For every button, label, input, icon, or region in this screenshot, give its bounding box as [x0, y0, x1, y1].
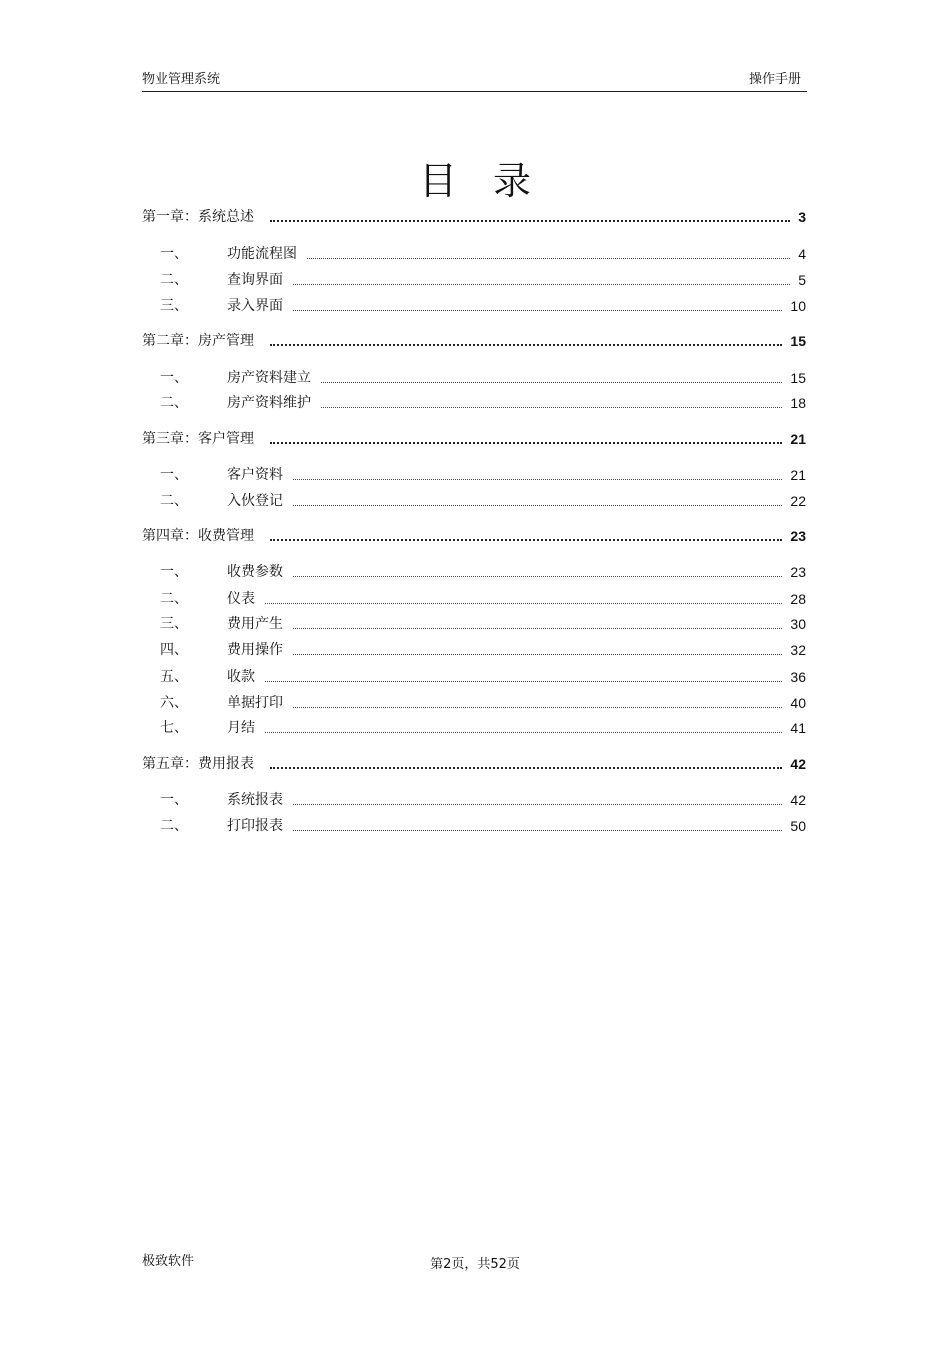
toc-entry-label: 查询界面 [227, 272, 283, 288]
toc-entry-label: 客户资料 [227, 467, 283, 483]
toc-dot-leader [293, 627, 782, 629]
toc-entry-page: 22 [790, 493, 806, 509]
toc-entry-page: 21 [790, 467, 806, 483]
header-doc-type: 操作手册 [748, 72, 801, 87]
toc-dot-leader [293, 706, 782, 708]
toc-dot-leader [293, 478, 782, 480]
toc-section-entry[interactable] [142, 614, 806, 634]
toc-entry-page: 23 [790, 528, 806, 544]
toc-chapter-entry[interactable] [142, 429, 806, 449]
toc-section-entry[interactable] [142, 465, 806, 485]
toc-entry-number: 第一章： [142, 209, 198, 225]
toc-entry-label: 打印报表 [227, 818, 283, 834]
toc-entry-page: 21 [790, 431, 806, 447]
toc-entry-page: 32 [790, 642, 806, 658]
toc-entry-label: 月结 [227, 720, 255, 736]
toc-entry-page: 23 [790, 564, 806, 580]
toc-entry-page: 3 [798, 209, 806, 225]
toc-entry-number: 一、 [160, 246, 188, 262]
toc-entry-label: 费用操作 [227, 642, 283, 658]
toc-entry-page: 15 [790, 333, 806, 349]
toc-dot-leader [293, 829, 782, 831]
toc-section-entry[interactable] [142, 790, 806, 810]
toc-section-entry[interactable] [142, 693, 806, 713]
toc-entry-number: 三、 [160, 616, 188, 632]
toc-dot-leader [321, 406, 782, 408]
toc-chapter-entry[interactable] [142, 207, 806, 227]
toc-dot-leader [321, 381, 782, 383]
toc-entry-number: 四、 [160, 642, 188, 658]
toc-entry-page: 15 [790, 370, 806, 386]
footer-company: 极致软件 [142, 1254, 195, 1269]
toc-section-entry[interactable] [142, 718, 806, 738]
toc-entry-page: 40 [790, 695, 806, 711]
toc-section-entry[interactable] [142, 270, 806, 290]
toc-chapter-entry[interactable] [142, 526, 806, 546]
toc-entry-page: 30 [790, 616, 806, 632]
toc-entry-number: 一、 [160, 467, 188, 483]
toc-dot-leader [293, 283, 790, 285]
toc-entry-label: 收费管理 [198, 528, 254, 544]
toc-entry-label: 收款 [227, 669, 255, 685]
toc-section-entry[interactable] [142, 244, 806, 264]
toc-section-entry[interactable] [142, 491, 806, 511]
toc-dot-leader [270, 441, 782, 444]
toc-entry-number: 第二章： [142, 333, 198, 349]
toc-section-entry[interactable] [142, 589, 806, 609]
toc-section-entry[interactable] [142, 667, 806, 687]
toc-chapter-entry[interactable] [142, 331, 806, 351]
toc-dot-leader [293, 504, 782, 506]
toc-entry-label: 系统报表 [227, 792, 283, 808]
toc-entry-page: 18 [790, 395, 806, 411]
toc-entry-number: 二、 [160, 395, 188, 411]
toc-entry-number: 六、 [160, 695, 188, 711]
toc-section-entry[interactable] [142, 393, 806, 413]
toc-dot-leader [293, 653, 782, 655]
toc-chapter-entry[interactable] [142, 754, 806, 774]
toc-dot-leader [270, 766, 782, 769]
toc-entry-number: 第五章： [142, 756, 198, 772]
toc-entry-number: 二、 [160, 818, 188, 834]
toc-entry-page: 42 [790, 792, 806, 808]
toc-entry-label: 客户管理 [198, 431, 254, 447]
toc-entry-label: 功能流程图 [227, 246, 297, 262]
toc-dot-leader [270, 343, 782, 346]
toc-entry-label: 收费参数 [227, 564, 283, 580]
toc-entry-label: 房产资料建立 [227, 370, 311, 386]
footer-page-number: 第2页，共52页 [430, 1257, 520, 1272]
toc-entry-label: 单据打印 [227, 695, 283, 711]
toc-entry-number: 二、 [160, 272, 188, 288]
header-system-name: 物业管理系统 [142, 72, 221, 87]
toc-entry-number: 一、 [160, 370, 188, 386]
toc-dot-leader [293, 575, 782, 577]
toc-entry-number: 一、 [160, 792, 188, 808]
toc-dot-leader [270, 219, 790, 222]
toc-dot-leader [293, 803, 782, 805]
toc-title: 目录 [418, 159, 567, 203]
toc-entry-page: 36 [790, 669, 806, 685]
toc-entry-page: 10 [790, 298, 806, 314]
toc-entry-number: 第三章： [142, 431, 198, 447]
toc-section-entry[interactable] [142, 562, 806, 582]
toc-entry-label: 房产资料维护 [227, 395, 311, 411]
toc-entry-number: 五、 [160, 669, 188, 685]
toc-section-entry[interactable] [142, 640, 806, 660]
page-header [142, 66, 807, 92]
toc-entry-page: 50 [790, 818, 806, 834]
toc-entry-page: 4 [798, 246, 806, 262]
toc-entry-number: 一、 [160, 564, 188, 580]
toc-entry-label: 录入界面 [227, 298, 283, 314]
toc-entry-page: 5 [798, 272, 806, 288]
toc-entry-page: 42 [790, 756, 806, 772]
toc-entry-number: 二、 [160, 591, 188, 607]
toc-entry-label: 房产管理 [198, 333, 254, 349]
toc-section-entry[interactable] [142, 368, 806, 388]
toc-entry-number: 二、 [160, 493, 188, 509]
toc-dot-leader [265, 680, 782, 682]
toc-entry-number: 第四章： [142, 528, 198, 544]
toc-entry-label: 费用报表 [198, 756, 254, 772]
toc-entry-page: 28 [790, 591, 806, 607]
toc-dot-leader [265, 731, 782, 733]
toc-entry-label: 系统总述 [198, 209, 254, 225]
toc-entry-page: 41 [790, 720, 806, 736]
toc-entry-number: 三、 [160, 298, 188, 314]
toc-dot-leader [307, 257, 790, 259]
toc-entry-label: 入伙登记 [227, 493, 283, 509]
toc-dot-leader [265, 602, 782, 604]
toc-dot-leader [270, 538, 782, 541]
toc-entry-label: 仪表 [227, 591, 255, 607]
toc-section-entry[interactable] [142, 816, 806, 836]
toc-entry-label: 费用产生 [227, 616, 283, 632]
toc-dot-leader [293, 309, 782, 311]
toc-entry-number: 七、 [160, 720, 188, 736]
toc-section-entry[interactable] [142, 296, 806, 316]
